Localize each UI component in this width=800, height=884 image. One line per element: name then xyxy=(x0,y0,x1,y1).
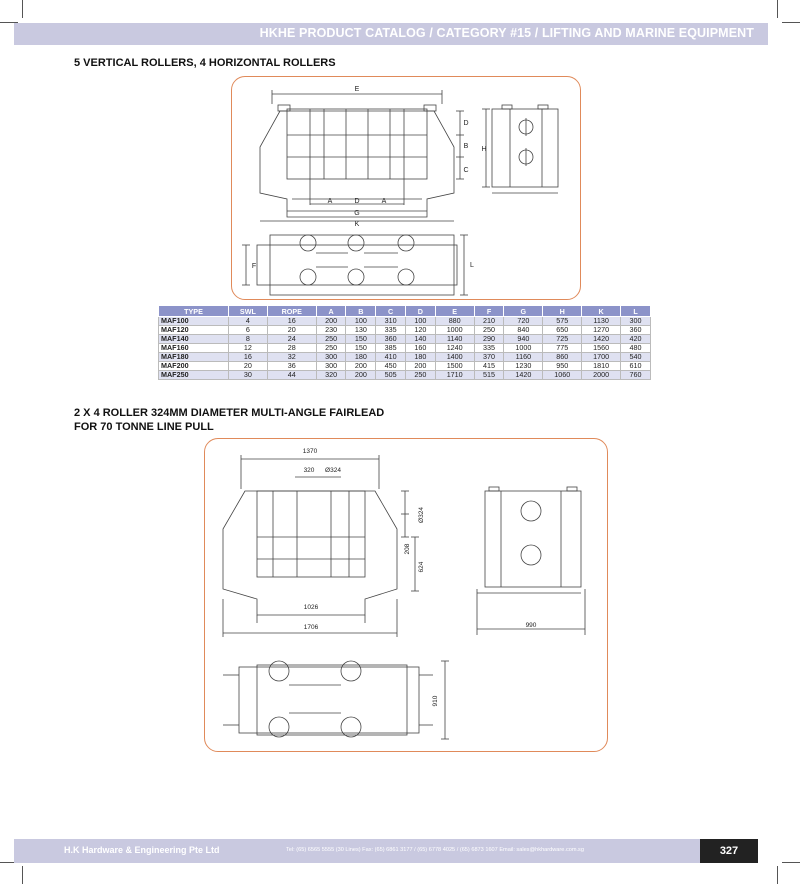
table-cell: 130 xyxy=(346,326,376,335)
section1-title: 5 VERTICAL ROLLERS, 4 HORIZONTAL ROLLERS xyxy=(74,57,336,69)
table-cell: 720 xyxy=(504,317,543,326)
dim-label-D: D xyxy=(463,120,469,127)
spec-table xyxy=(158,305,651,380)
table-cell: 335 xyxy=(376,326,406,335)
table-cell: 150 xyxy=(346,344,376,353)
col-header: C xyxy=(376,306,406,317)
table-cell: 840 xyxy=(504,326,543,335)
table-cell: 775 xyxy=(543,344,582,353)
table-cell: 20 xyxy=(228,362,267,371)
table-cell: 1160 xyxy=(504,353,543,362)
table-cell: 1810 xyxy=(582,362,621,371)
col-header: D xyxy=(405,306,435,317)
drawing-panel-1 xyxy=(231,76,581,300)
col-header: A xyxy=(316,306,346,317)
section2-title-line2: FOR 70 TONNE LINE PULL xyxy=(74,421,214,433)
table-cell: 16 xyxy=(228,353,267,362)
section2-title xyxy=(74,406,384,434)
table-cell: 28 xyxy=(267,344,316,353)
table-cell: 360 xyxy=(376,335,406,344)
table-cell: 200 xyxy=(346,362,376,371)
table-row xyxy=(159,353,651,362)
dim-990: 990 xyxy=(525,622,537,629)
dim-1026: 1026 xyxy=(303,604,319,611)
table-cell: 210 xyxy=(474,317,504,326)
fairlead-drawing-2 xyxy=(205,439,607,751)
footer-bar xyxy=(14,839,700,863)
table-cell: 300 xyxy=(316,362,346,371)
type-cell: MAF100 xyxy=(159,317,229,326)
type-cell: MAF180 xyxy=(159,353,229,362)
col-header: L xyxy=(621,306,651,317)
table-cell: 250 xyxy=(316,344,346,353)
table-cell: 1130 xyxy=(582,317,621,326)
table-cell: 8 xyxy=(228,335,267,344)
table-cell: 6 xyxy=(228,326,267,335)
table-cell: 1270 xyxy=(582,326,621,335)
table-cell: 1140 xyxy=(435,335,474,344)
crop-mark-top-right xyxy=(777,0,778,18)
table-cell: 360 xyxy=(621,326,651,335)
dim-324-side: Ø324 xyxy=(418,507,425,523)
col-header: G xyxy=(504,306,543,317)
dim-320: 320 xyxy=(303,467,315,474)
table-cell: 480 xyxy=(621,344,651,353)
table-cell: 320 xyxy=(316,371,346,380)
table-cell: 1240 xyxy=(435,344,474,353)
col-header: K xyxy=(582,306,621,317)
dim-label-G: G xyxy=(354,210,360,217)
table-cell: 385 xyxy=(376,344,406,353)
table-row xyxy=(159,344,651,353)
table-cell: 140 xyxy=(405,335,435,344)
dim-label-E: E xyxy=(354,86,360,93)
table-cell: 180 xyxy=(405,353,435,362)
section2-title-line1: 2 X 4 ROLLER 324MM DIAMETER MULTI-ANGLE FAIRLEAD xyxy=(74,407,385,419)
table-cell: 24 xyxy=(267,335,316,344)
table-row xyxy=(159,335,651,344)
type-cell: MAF160 xyxy=(159,344,229,353)
spec-table-header xyxy=(159,306,651,317)
table-cell: 335 xyxy=(474,344,504,353)
dim-1706: 1706 xyxy=(303,624,319,631)
table-cell: 650 xyxy=(543,326,582,335)
dim-label-A-left: A xyxy=(327,198,333,205)
table-cell: 250 xyxy=(316,335,346,344)
table-cell: 180 xyxy=(346,353,376,362)
table-cell: 1060 xyxy=(543,371,582,380)
drawing-panel-2 xyxy=(204,438,608,752)
type-cell: MAF200 xyxy=(159,362,229,371)
col-header: F xyxy=(474,306,504,317)
table-cell: 150 xyxy=(346,335,376,344)
dim-label-H: H xyxy=(481,146,487,153)
table-cell: 36 xyxy=(267,362,316,371)
table-cell: 415 xyxy=(474,362,504,371)
table-cell: 16 xyxy=(267,317,316,326)
dim-324-top: Ø324 xyxy=(325,467,341,474)
col-header: B xyxy=(346,306,376,317)
table-cell: 410 xyxy=(376,353,406,362)
table-cell: 200 xyxy=(316,317,346,326)
table-cell: 420 xyxy=(621,335,651,344)
dim-label-L: L xyxy=(470,262,474,269)
table-row xyxy=(159,317,651,326)
table-cell: 250 xyxy=(405,371,435,380)
table-cell: 950 xyxy=(543,362,582,371)
table-cell: 1000 xyxy=(435,326,474,335)
table-cell: 12 xyxy=(228,344,267,353)
table-cell: 4 xyxy=(228,317,267,326)
table-cell: 880 xyxy=(435,317,474,326)
table-cell: 44 xyxy=(267,371,316,380)
type-cell: MAF250 xyxy=(159,371,229,380)
table-cell: 760 xyxy=(621,371,651,380)
table-cell: 450 xyxy=(376,362,406,371)
fairlead-drawing-1 xyxy=(232,77,580,299)
table-cell: 1400 xyxy=(435,353,474,362)
table-row xyxy=(159,371,651,380)
dim-label-K: K xyxy=(354,221,360,228)
table-cell: 2000 xyxy=(582,371,621,380)
table-cell: 505 xyxy=(376,371,406,380)
table-cell: 725 xyxy=(543,335,582,344)
table-cell: 120 xyxy=(405,326,435,335)
crop-mark-top-left xyxy=(22,0,23,18)
table-cell: 310 xyxy=(376,317,406,326)
table-cell: 100 xyxy=(405,317,435,326)
col-header: H xyxy=(543,306,582,317)
table-cell: 230 xyxy=(316,326,346,335)
table-cell: 860 xyxy=(543,353,582,362)
table-cell: 100 xyxy=(346,317,376,326)
crop-mark-top-right-h xyxy=(782,22,800,23)
table-cell: 30 xyxy=(228,371,267,380)
col-header: TYPE xyxy=(159,306,229,317)
table-cell: 290 xyxy=(474,335,504,344)
type-cell: MAF140 xyxy=(159,335,229,344)
col-header: ROPE xyxy=(267,306,316,317)
table-cell: 1500 xyxy=(435,362,474,371)
table-cell: 1700 xyxy=(582,353,621,362)
table-cell: 540 xyxy=(621,353,651,362)
table-cell: 515 xyxy=(474,371,504,380)
table-cell: 1420 xyxy=(582,335,621,344)
table-cell: 575 xyxy=(543,317,582,326)
crop-mark-bottom-left xyxy=(22,866,23,884)
header-bar xyxy=(14,23,768,45)
catalog-title: HKHE PRODUCT CATALOG / CATEGORY #15 / LIFTING AND MARINE EQUIPMENT xyxy=(259,26,754,40)
footer-company: H.K Hardware & Engineering Pte Ltd xyxy=(64,845,220,855)
dim-1370: 1370 xyxy=(302,448,318,455)
crop-mark-bottom-right-h xyxy=(782,862,800,863)
table-row xyxy=(159,362,651,371)
col-header: E xyxy=(435,306,474,317)
page-number: 327 xyxy=(700,839,758,863)
dim-label-C: C xyxy=(463,167,469,174)
col-header: SWL xyxy=(228,306,267,317)
dim-label-A-right: A xyxy=(381,198,387,205)
dim-label-D-center: D xyxy=(354,198,360,205)
table-cell: 1230 xyxy=(504,362,543,371)
dim-624: 624 xyxy=(418,561,425,573)
table-cell: 200 xyxy=(346,371,376,380)
dim-label-B: B xyxy=(463,143,469,150)
dim-910: 910 xyxy=(432,695,439,707)
table-cell: 1000 xyxy=(504,344,543,353)
footer-contact: Tel: (65) 6565 5555 (30 Lines) Fax: (65) 6861 3177 / (65) 6778 4025 / (65) 6873 1607 Email: sales@hkhardware.com.sg xyxy=(286,847,584,853)
table-cell: 200 xyxy=(405,362,435,371)
table-cell: 370 xyxy=(474,353,504,362)
crop-mark-bottom-right xyxy=(777,866,778,884)
table-cell: 32 xyxy=(267,353,316,362)
dim-label-F: F xyxy=(251,263,257,270)
table-row xyxy=(159,326,651,335)
table-cell: 1710 xyxy=(435,371,474,380)
table-cell: 300 xyxy=(621,317,651,326)
table-cell: 1420 xyxy=(504,371,543,380)
table-cell: 160 xyxy=(405,344,435,353)
dim-208: 208 xyxy=(404,543,411,555)
table-cell: 300 xyxy=(316,353,346,362)
type-cell: MAF120 xyxy=(159,326,229,335)
table-cell: 1560 xyxy=(582,344,621,353)
table-cell: 250 xyxy=(474,326,504,335)
table-cell: 20 xyxy=(267,326,316,335)
table-cell: 610 xyxy=(621,362,651,371)
table-cell: 940 xyxy=(504,335,543,344)
